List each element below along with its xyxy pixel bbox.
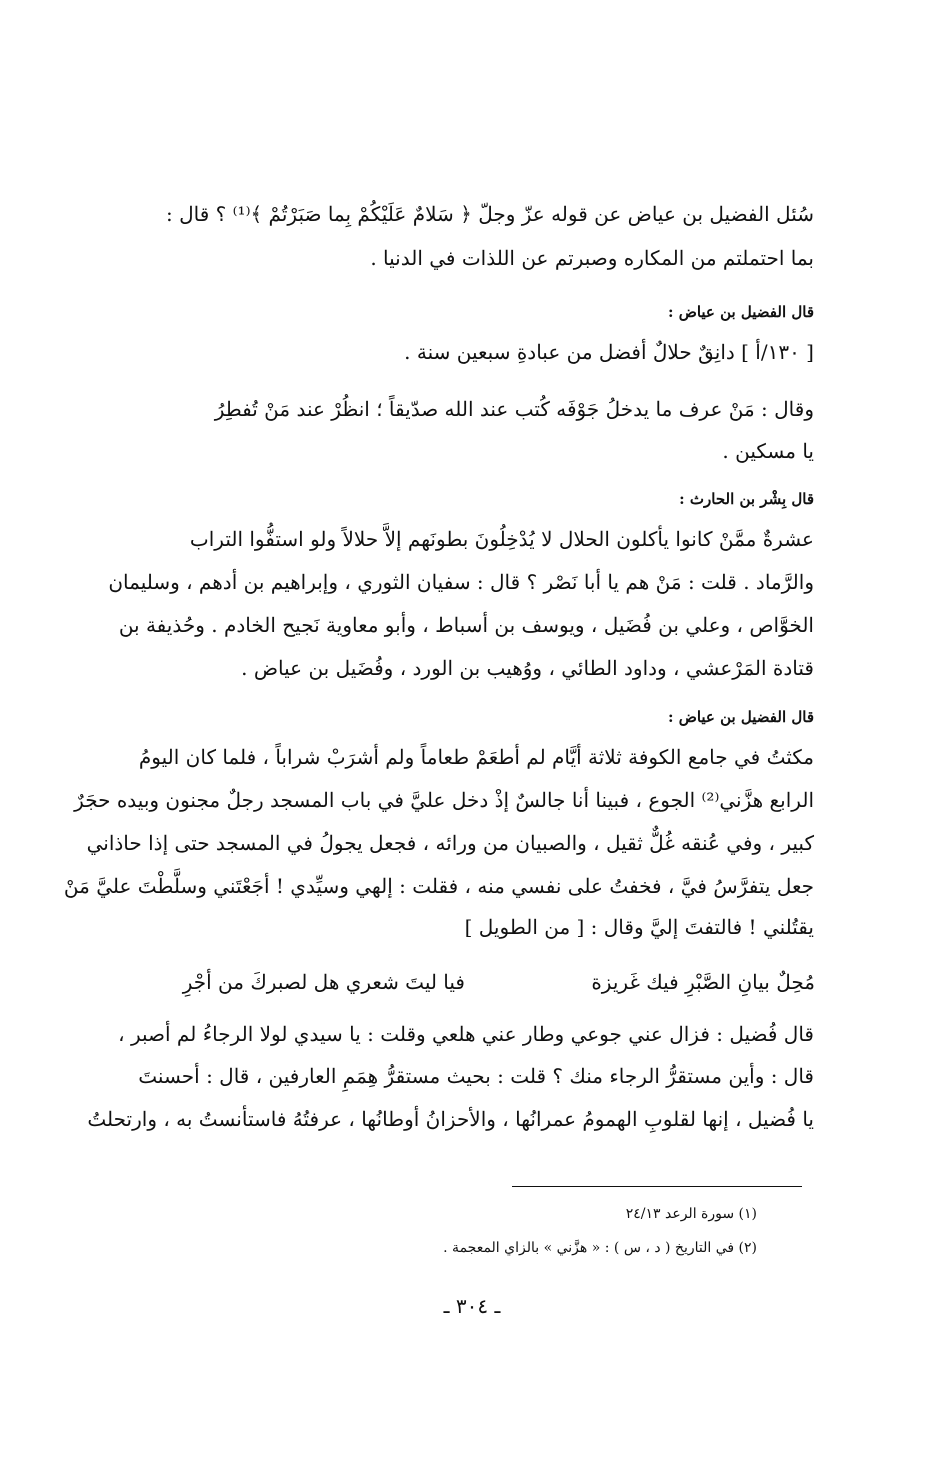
footnote-2: (٢) في التاريخ ( د ، س ) : « هزَّني » بالزاي المعجمة . [443,1240,757,1256]
quote-daniq: [ ١٣٠/أ ] دانِقٌ حلالٌ أفضل من عبادةِ سبعين سنة . [404,340,814,364]
footnote-1: (١) سورة الرعد ٢٤/١٣ [625,1206,757,1222]
heading-fudayl-1: قال الفضيل بن عياض : [667,303,814,321]
paragraph-4-line-3: كبير ، وفي عُنقه غُلٌّ ثقيل ، والصبيان من ورائه ، فجعل يجولُ في المسجد حتى إذا حاذاني [86,831,814,855]
paragraph-4-line-5: يقتُلني ! فالتفتَ إليَّ وقال : [ من الطويل ] [464,915,814,939]
paragraph-5-line-1: قال فُضيل : فزال عني جوعي وطار عني هلعي وقلت : يا سيدي لولا الرجاءُ لم أصبر ، [118,1022,814,1046]
paragraph-1-line-2: بما احتملتم من المكاره وصبرتم عن اللذات في الدنيا . [370,246,814,270]
footnote-divider [512,1186,802,1187]
paragraph-4-line-4: جعل يتفرَّسُ فيَّ ، فخفتُ على نفسي منه ، فقلت : إلهي وسيِّدي ! أجَعْتَني وسلَّطْتَ عليَّ مَنْ [63,874,814,898]
paragraph-3-line-1: عشرةٌ ممَّنْ كانوا يأكلون الحلال لا يُدْخِلُونَ بطونَهم إلاَّ حلالاً ولو استفُّوا التراب [189,527,814,551]
paragraph-4-line-2: الرابع هزَّني⁽²⁾ الجوع ، فبينا أنا جالسٌ إذْ دخل عليَّ في باب المسجد رجلٌ مجنون وبيده حجَرٌ [74,788,814,812]
paragraph-2-line-1: وقال : مَنْ عرف ما يدخلُ جَوْفَه كُتب عند الله صدّيقاً ؛ انظُرْ عند مَنْ تُفطِرُ [214,397,814,421]
paragraph-4-line-1: مكثتُ في جامع الكوفة ثلاثة أيَّام لم أطعَمْ طعاماً ولم أشرَبْ شراباً ، فلما كان اليومُ [138,745,814,769]
paragraph-3-line-3: الخوَّاص ، وعلي بن فُضَيل ، ويوسف بن أسباط ، وأبو معاوية نَجيح الخادم . وحُذيفة بن [118,613,814,637]
paragraph-2-line-2: يا مسكين . [722,439,814,463]
page-number: ـ ٣٠٤ ـ [443,1294,501,1318]
paragraph-5-line-2: قال : وأين مستقرُّ الرجاء منك ؟ قلت : بحيث مستقرُّ هِمَمِ العارفين ، قال : أحسنتَ [138,1064,814,1088]
paragraph-5-line-3: يا فُضيل ، إنها لقلوبِ الهمومُ عمرانُها ، والأحزانُ أوطانُها ، عرفتُهُ فاستأنستُ به ، وارتحلتُ [87,1107,814,1131]
paragraph-1-line-1: سُئل الفضيل بن عياض عن قوله عزّ وجلّ ﴿ سَلامٌ عَلَيْكُمْ بِما صَبَرْتُمْ ﴾⁽¹⁾ ؟ قال : [166,202,814,226]
paragraph-3-line-4: قتادة المَرْعشي ، وداود الطائي ، ووُهيب بن الورد ، وفُضَيل بن عياض . [241,656,814,680]
verse-hemistich-1: مُحِلٌ بيانِ الصَّبْرِ فيك غَريزة [591,970,815,994]
heading-fudayl-2: قال الفضيل بن عياض : [667,708,814,726]
verse-hemistich-2: فيا ليتَ شعري هل لصبركَ من أجْرِ [182,970,465,994]
heading-bishr: قال بِشْر بن الحارث : [679,490,814,508]
paragraph-3-line-2: والرَّماد . قلت : مَنْ هم يا أبا نَصْر ؟ قال : سفيان الثوري ، وإبراهيم بن أدهم ، وسليمان [108,570,814,594]
